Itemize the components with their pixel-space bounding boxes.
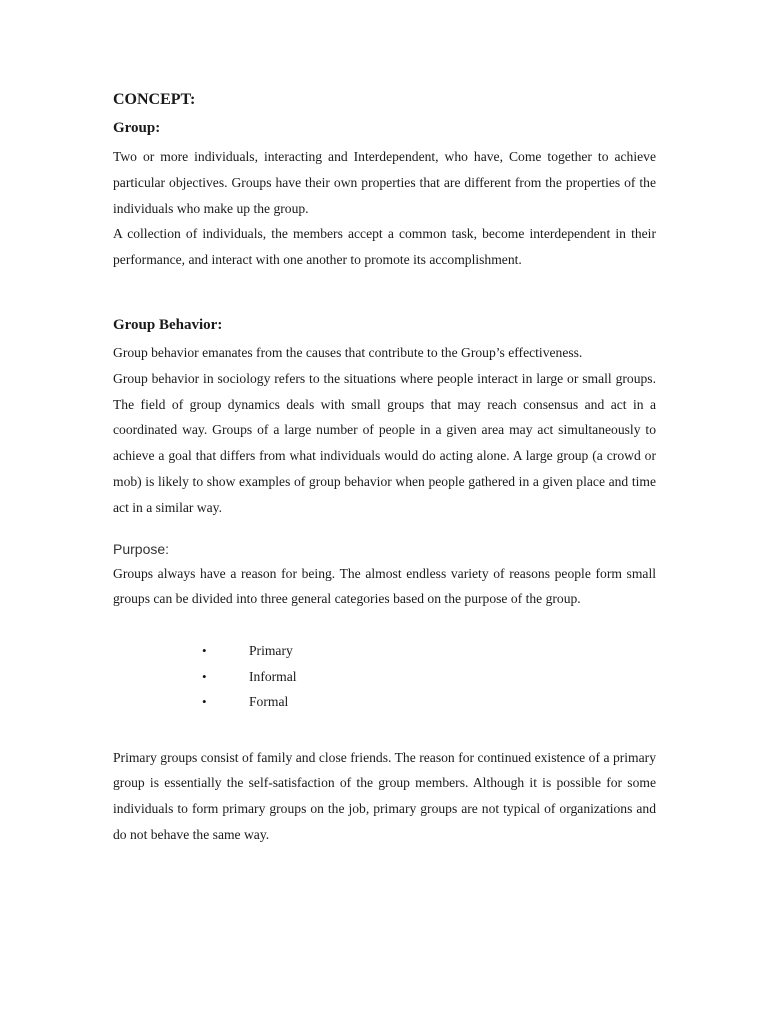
- group-heading: Group:: [113, 120, 161, 136]
- purpose-heading: Purpose:: [113, 540, 170, 557]
- group-behavior-paragraph-2: Group behavior in sociology refers to the situations where people interact in large or small groups. The field of group dynamics deals with small groups that may reach consensus and act in a coordinated way. Groups of a large number of people in a given area may act simultaneously to achieve a goal that differs from what individuals would do acting alone. A large group (a crowd or mob) is likely to show examples of group behavior when people gathered in a given place and time act in a similar way.: [113, 370, 656, 515]
- bullet-icon: •: [202, 668, 207, 684]
- list-item-label: Formal: [249, 694, 289, 710]
- group-types-list: [113, 638, 656, 715]
- concept-heading: CONCEPT:: [113, 91, 196, 108]
- list-item: [113, 638, 656, 664]
- group-paragraph-1: Two or more individuals, interacting and Interdependent, who have, Come together to achieve particular objectives. Groups have their own properties that are different from the properties of the individuals who make up the group.: [113, 149, 656, 216]
- list-item: [113, 664, 656, 690]
- purpose-paragraph-2: Primary groups consist of family and close friends. The reason for continued existence of a primary group is essentially the self-satisfaction of the group members. Although it is possible for some individuals to form primary groups on the job, primary groups are not typical of organizations and do not behave the same way.: [113, 749, 656, 843]
- bullet-icon: •: [202, 643, 207, 659]
- list-item: [113, 689, 656, 715]
- group-behavior-paragraph-1: Group behavior emanates from the causes that contribute to the Group’s effectiveness.: [113, 344, 583, 360]
- group-behavior-heading: Group Behavior:: [113, 316, 223, 333]
- bullet-icon: •: [202, 694, 207, 710]
- purpose-paragraph-1: Groups always have a reason for being. The almost endless variety of reasons people form small groups can be divided into three general categories based on the purpose of the group.: [113, 565, 656, 607]
- document-page: [113, 88, 656, 848]
- group-paragraph-2: A collection of individuals, the members accept a common task, become interdependent in their performance, and interact with one another to promote its accomplishment.: [113, 226, 656, 268]
- list-item-label: Informal: [249, 668, 297, 684]
- list-item-label: Primary: [249, 643, 293, 659]
